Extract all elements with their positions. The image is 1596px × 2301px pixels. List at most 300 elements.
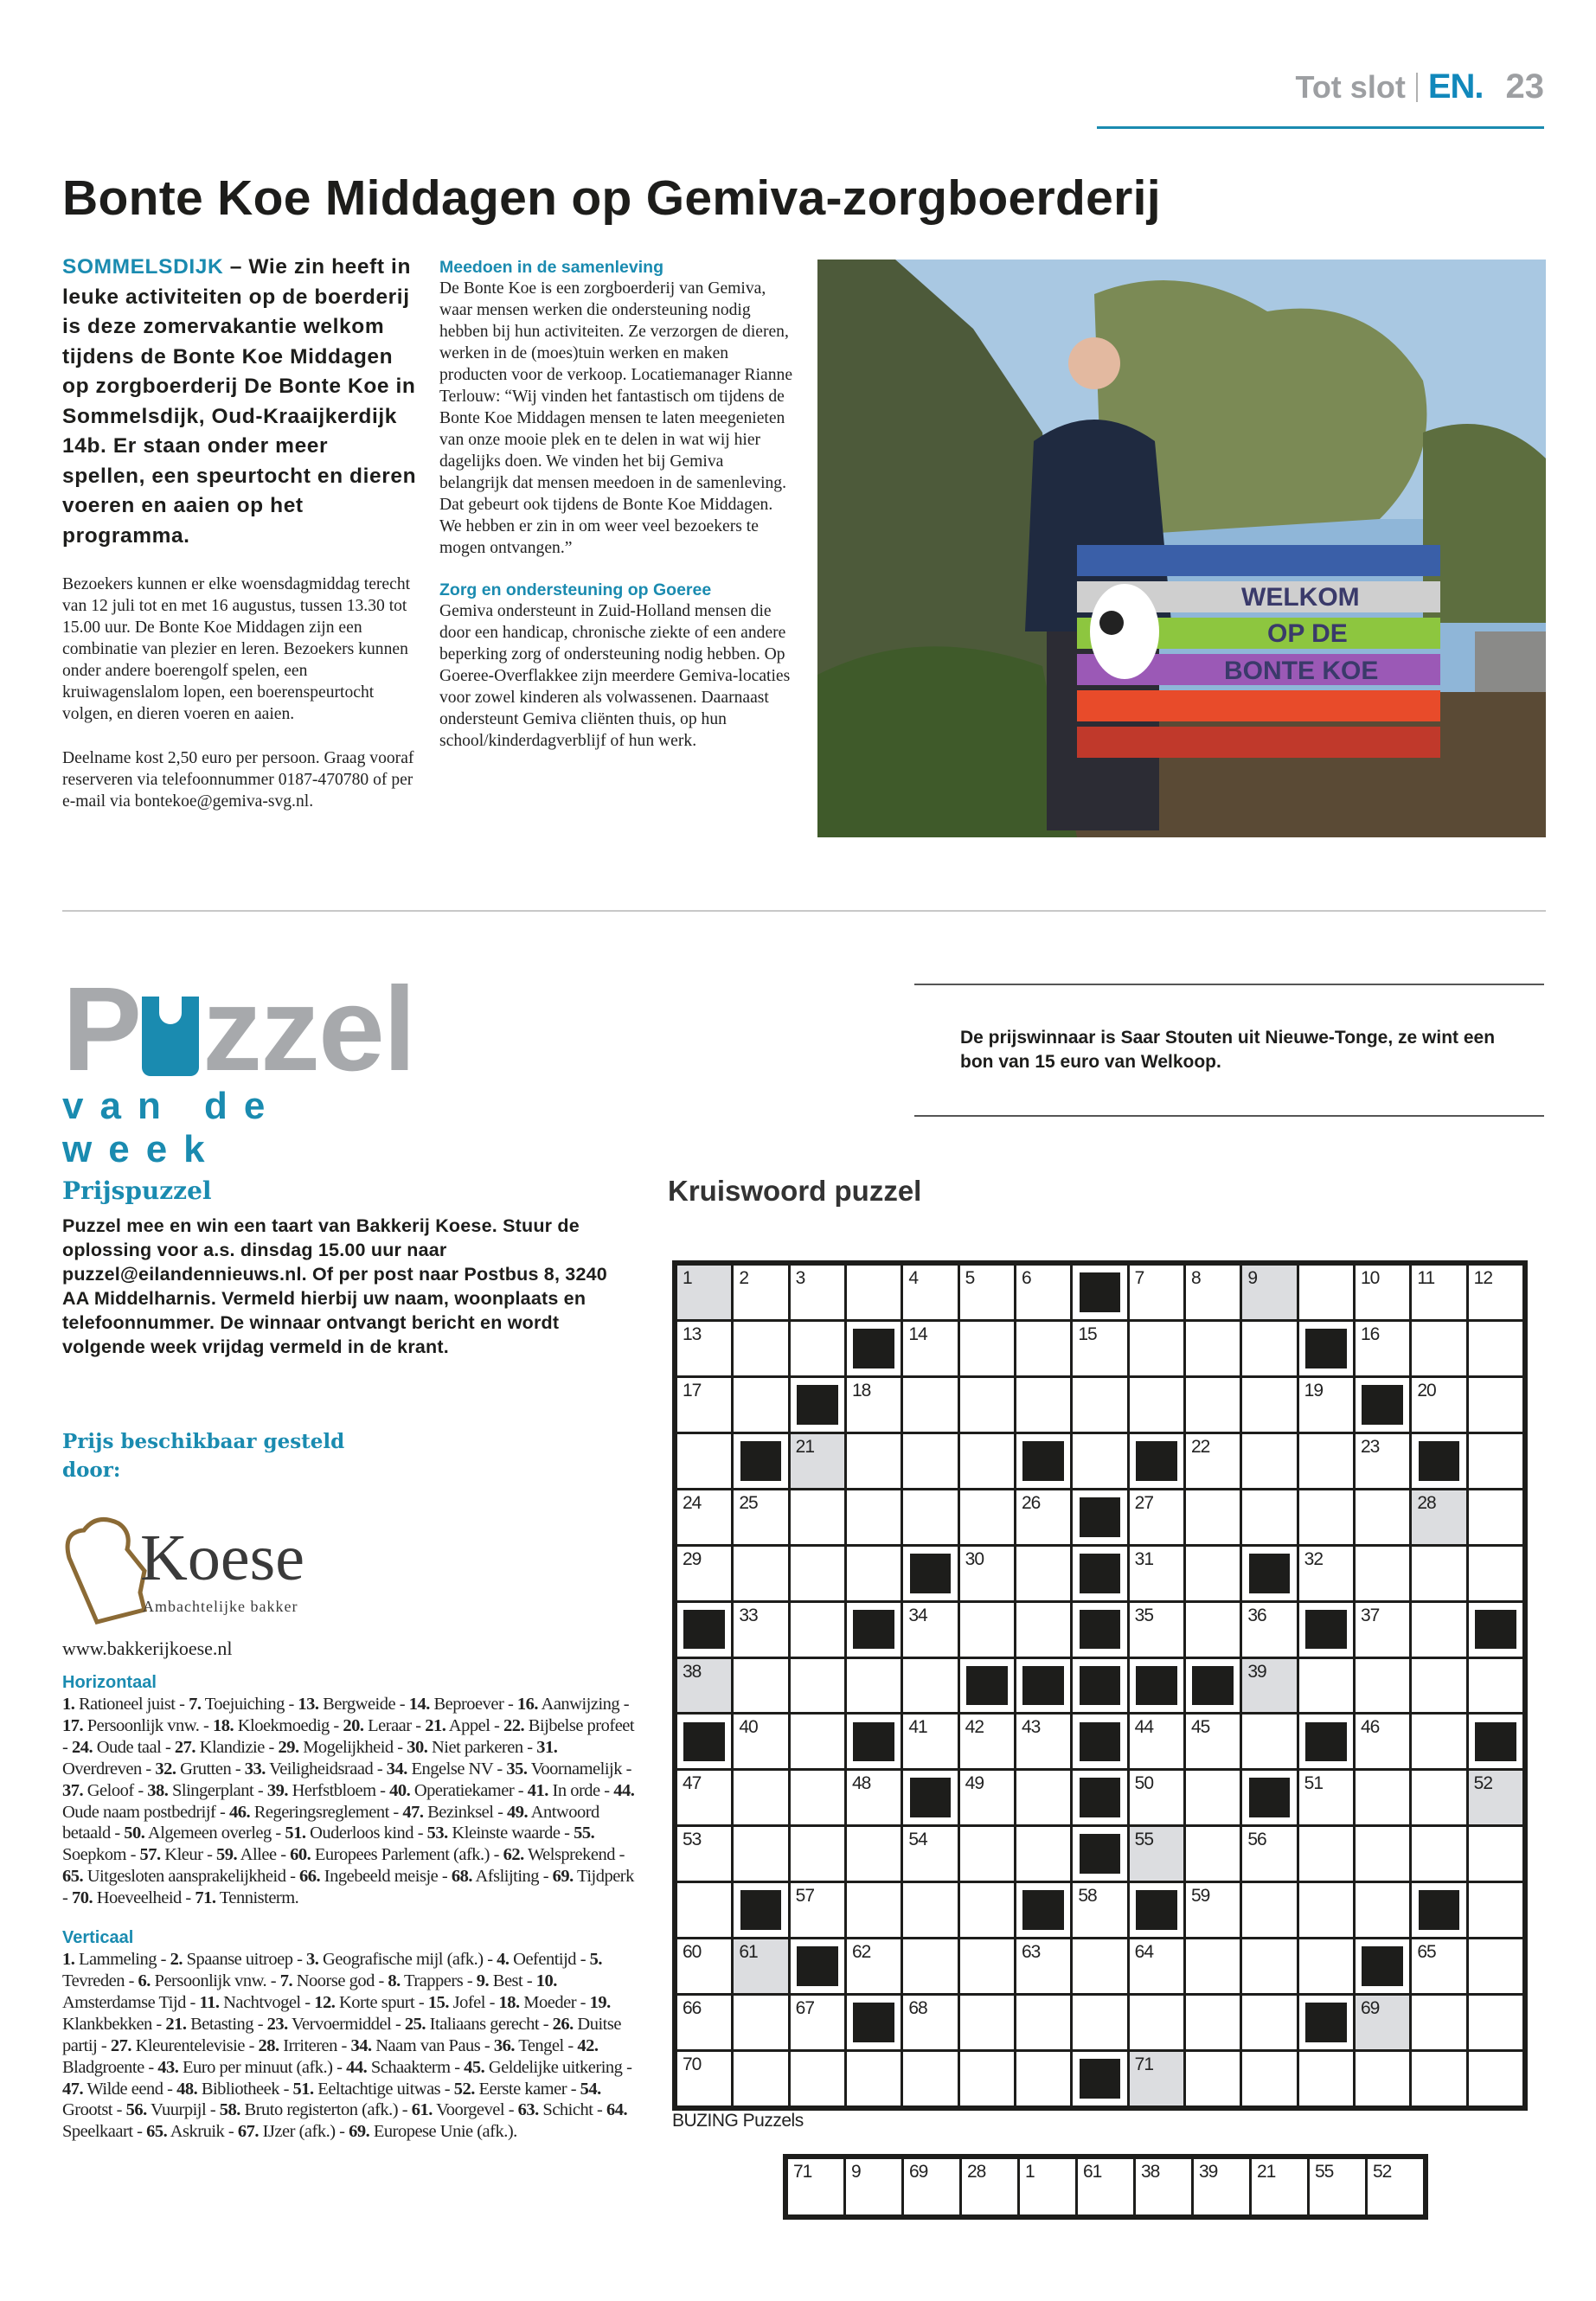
clue-number: 53. [426,1823,448,1843]
solution-cell[interactable] [962,2159,1017,2214]
grid-cell[interactable] [1356,1771,1409,1824]
grid-cell[interactable] [1412,1827,1465,1881]
grid-cell[interactable] [1242,1266,1296,1319]
grid-cell[interactable] [1469,1266,1522,1319]
grid-cell[interactable] [1130,1827,1183,1881]
sign-text: BONTE KOE [1224,657,1379,685]
grid-cell[interactable] [1356,1322,1409,1375]
clue-number: 25. [404,2014,426,2034]
cell-number: 4 [908,1268,919,1288]
grid-cell[interactable] [1073,1996,1126,2049]
clue-text: Euro per minuut (afk.) [178,2057,333,2077]
cell-number: 46 [1360,1717,1380,1738]
grid-cell[interactable] [960,1603,1014,1657]
clue-text: Bladgroente [62,2057,144,2077]
grid-cell[interactable] [1356,1715,1409,1768]
grid-cell[interactable] [1016,1322,1070,1375]
cell-number: 18 [851,1380,871,1400]
grid-cell[interactable] [1016,1715,1070,1768]
grid-cell[interactable] [847,2052,901,2106]
grid-cell[interactable] [903,1827,957,1881]
clue-number: 10. [535,1971,557,1990]
clue-number: 52. [453,2079,475,2099]
grid-cell[interactable] [677,1827,731,1881]
solution-row[interactable] [783,2154,1428,2220]
grid-cell[interactable] [903,1996,957,2049]
clue-number: 68. [451,1867,472,1887]
grid-cell[interactable] [960,1266,1014,1319]
solution-cell[interactable] [1136,2159,1191,2214]
grid-cell[interactable] [734,1827,787,1881]
grid-cell[interactable] [1356,1996,1409,2049]
grid-cell[interactable] [1299,2052,1353,2106]
grid-cell[interactable] [1186,2052,1240,2106]
black-cell [791,1378,844,1432]
article-paragraph: Gemiva ondersteunt in Zuid-Holland mensen die door een handicap, chronische ziekte of een andere beperking zorg of ondersteuning nodig hebben. Op Goeree-Overflakkee zijn meerdere Gemiva-locaties voor zowel kinderen als volwassenen. Daarnaast ondersteunt Gemiva cliënten thuis, op hun school/kinderdagverblijf of hun werk. [439,602,791,750]
grid-cell[interactable] [677,1996,731,2049]
grid-cell[interactable] [1356,1434,1409,1488]
grid-cell[interactable] [677,1490,731,1544]
grid-cell[interactable] [1186,1490,1240,1544]
grid-cell[interactable] [1469,1322,1522,1375]
grid-cell[interactable] [960,1771,1014,1824]
grid-cell[interactable] [1412,1266,1465,1319]
grid-cell[interactable] [791,1266,844,1319]
grid-cell[interactable] [1412,1939,1465,1993]
cell-number: 40 [739,1717,758,1738]
cell-number: 50 [1134,1773,1154,1794]
black-cell [847,1996,901,2049]
grid-cell[interactable] [1073,1939,1126,1993]
clue-text: Naam van Paus [371,2035,481,2055]
grid-cell[interactable] [1469,1771,1522,1824]
grid-cell[interactable] [1356,1827,1409,1881]
clue-number: 7. [189,1695,202,1714]
grid-cell[interactable] [1016,1771,1070,1824]
grid-cell[interactable] [677,1378,731,1432]
grid-cell[interactable] [677,1939,731,1993]
clue-number: 61. [411,2100,433,2120]
black-cell [1016,1659,1070,1713]
clue-number: 44. [346,2057,368,2077]
grid-cell[interactable] [734,1378,787,1432]
grid-cell[interactable] [1412,1378,1465,1432]
grid-cell[interactable] [1186,1434,1240,1488]
sponsor-url[interactable]: www.bakkerijkoese.nl [62,1638,233,1659]
grid-cell[interactable] [1356,1547,1409,1600]
grid-cell[interactable] [1186,1378,1240,1432]
grid-cell[interactable] [791,1827,844,1881]
clue-number: 24. [71,1737,93,1757]
grid-cell[interactable] [734,1715,787,1768]
clue-number: 31. [536,1737,558,1757]
clue-number: 17. [62,1715,84,1735]
clue-text: Persoonlijk vnw. [150,1971,267,1990]
grid-cell[interactable] [847,1827,901,1881]
clue-number: 7. [279,1971,293,1990]
cell-number: 70 [683,2054,702,2075]
cell-number: 29 [683,1548,702,1569]
clue-number: 28. [258,2035,279,2055]
article-paragraph: De Bonte Koe is een zorgboerderij van Gemiva, waar mensen werken die ondersteuning nodig hebben bij hun activiteiten. Ze verzorgen de dieren, werken in de (moes)tuin werken en maken producten voor de verkoop. Locatiemanager Rianne Terlouw: “Wij vinden het fantastisch om tijdens de Bonte Koe Middagen mensen te laten meegenieten van onze mooie plek en te delen in wat wij hier dagelijks doen. We vinden het bij Gemiva belangrijk dat mensen meedoen in de samenleving. Dat gebeurt ook tijdens de Bonte Koe Middagen. We hebben er zin in om weer veel bezoekers te mogen ontvangen.” [439,279,793,557]
grid-cell[interactable] [1356,1883,1409,1937]
grid-cell[interactable] [1469,1659,1522,1713]
grid-cell[interactable] [1186,1771,1240,1824]
black-cell [1299,1322,1353,1375]
clue-text: Tengel [514,2035,564,2055]
grid-cell[interactable] [1242,1603,1296,1657]
grid-cell[interactable] [847,1883,901,1937]
clue-text: Trappers [400,1971,464,1990]
solution-cell[interactable] [1194,2159,1249,2214]
grid-cell[interactable] [1242,1715,1296,1768]
grid-cell[interactable] [903,1659,957,1713]
grid-cell[interactable] [847,1771,901,1824]
grid-cell[interactable] [960,1827,1014,1881]
grid-cell[interactable] [1299,1547,1353,1600]
grid-cell[interactable] [1130,1939,1183,1993]
grid-cell[interactable] [903,2052,957,2106]
cell-number: 21 [1257,2162,1276,2182]
grid-cell[interactable] [734,1490,787,1544]
grid-cell[interactable] [1073,1883,1126,1937]
grid-cell[interactable] [1356,1603,1409,1657]
clue-text: Kloekmoedig [234,1715,330,1735]
horizontal-clues: 1. Rationeel juist - 7. Toejuiching - 13. Bergweide - 14. Beproever - 16. Aanwijzing - 17. Persoonlijk vnw. - 18. Kloekmoedig - 20. Leraar - 21. Appel - 22. Bijbelse profeet - 24. Oude taal - 27. Klandizie - 29. Mogelijkheid - 30. Niet parkeren - 31. Overdreven - 32. Grutten - 33. Veiligheidsraad - 34. Engelse NV - 35. Voornamelijk - 37. Geloof - 38. Slingerplant - 39. Herfstbloem - 40. Operatiekamer - 41. In orde - 44. Oude naam postbedrijf - 46. Regeringsreglement - 47. Bezinksel - 49. Antwoord betaald - 50. Algemeen overleg - 51. Ouderloos kind - 53. Kleinste waarde - 55. Soepkom - 57. Kleur - 59. Allee - 60. Europees Parlement (afk.) - 62. Welsprekend - 65. Uitgesloten aansprakelijkheid - 66. Ingebeeld meisje - 68. Afslijting - 69. Tijdperk - 70. Hoeveelheid - 71. Tennisterm. [62,1695,635,1908]
grid-cell[interactable] [1186,1547,1240,1600]
grid-cell[interactable] [1356,1490,1409,1544]
grid-cell[interactable] [1130,1547,1183,1600]
grid-cell[interactable] [903,1322,957,1375]
cell-number: 71 [1134,2054,1154,2075]
sponsor-name: Koese [140,1522,304,1594]
grid-cell[interactable] [960,1322,1014,1375]
clue-text: Beproever [429,1695,504,1714]
grid-cell[interactable] [1412,2052,1465,2106]
clue-number: 44. [613,1780,635,1800]
grid-cell[interactable] [1186,1603,1240,1657]
clue-text: Persoonlijk vnw. [83,1715,200,1735]
grid-cell[interactable] [847,1659,901,1713]
clue-number: 65. [146,2122,168,2142]
black-cell [1073,1603,1126,1657]
grid-cell[interactable] [677,1883,731,1937]
clue-text: Moeder [519,1992,577,2012]
sign-text: OP DE [1267,619,1348,648]
grid-cell[interactable] [903,1603,957,1657]
clue-number: 70. [71,1888,93,1908]
grid-cell[interactable] [847,1939,901,1993]
grid-cell[interactable] [1016,1490,1070,1544]
grid-cell[interactable] [960,1939,1014,1993]
clue-number: 13. [298,1695,319,1714]
grid-cell[interactable] [960,1378,1014,1432]
clue-text: Klankbekken [62,2014,152,2034]
grid-cell[interactable] [1299,1939,1353,1993]
clue-number: 11. [199,1992,220,2012]
clue-text: Lammeling [74,1950,157,1970]
grid-cell[interactable] [960,1490,1014,1544]
clue-number: 42. [577,2035,599,2055]
clue-number: 51. [292,2079,314,2099]
grid-cell[interactable] [791,1883,844,1937]
grid-cell[interactable] [960,1883,1014,1937]
grid-cell[interactable] [960,1996,1014,2049]
clue-number: 60. [290,1845,311,1865]
clue-number: 62. [503,1845,524,1865]
article-lead [62,253,417,551]
cell-number: 10 [1360,1268,1380,1288]
black-cell [1130,1659,1183,1713]
clue-text: Hoeveelheid [93,1888,182,1908]
grid-cell[interactable] [1299,1827,1353,1881]
grid-cell[interactable] [960,2052,1014,2106]
clue-text: IJzer (afk.) [258,2122,336,2142]
grid-cell[interactable] [1016,1547,1070,1600]
grid-cell[interactable] [1412,1771,1465,1824]
cell-number: 33 [739,1605,758,1625]
solution-cell[interactable] [1020,2159,1075,2214]
black-cell [1299,1996,1353,2049]
clue-number: 69. [349,2122,370,2142]
grid-cell[interactable] [1299,1659,1353,1713]
clue-text: Ingebeeld meisje [320,1867,439,1887]
grid-cell[interactable] [903,1883,957,1937]
cell-number: 7 [1134,1268,1144,1288]
clue-text: Bijbelse profeet [524,1715,635,1735]
solution-cell[interactable] [1078,2159,1133,2214]
grid-cell[interactable] [734,1547,787,1600]
grid-cell[interactable] [677,1266,731,1319]
clue-text: Korte spurt [335,1992,415,2012]
grid-cell[interactable] [1242,1827,1296,1881]
grid-cell[interactable] [1412,1659,1465,1713]
grid-cell[interactable] [1186,1266,1240,1319]
grid-cell[interactable] [1073,1434,1126,1488]
grid-cell[interactable] [1469,1434,1522,1488]
grid-cell[interactable] [791,1322,844,1375]
clue-text: Vuurpijl [146,2100,207,2120]
grid-cell[interactable] [1299,1490,1353,1544]
grid-cell[interactable] [903,1434,957,1488]
solution-cell[interactable] [788,2159,843,2214]
grid-cell[interactable] [1469,1378,1522,1432]
grid-cell[interactable] [791,1490,844,1544]
grid-cell[interactable] [1412,1322,1465,1375]
grid-cell[interactable] [1242,1883,1296,1937]
grid-cell[interactable] [903,1715,957,1768]
grid-cell[interactable] [1130,1490,1183,1544]
grid-cell[interactable] [1412,1603,1465,1657]
grid-cell[interactable] [677,2052,731,2106]
clue-text: Kleurentelevisie [131,2035,245,2055]
grid-cell[interactable] [960,1715,1014,1768]
grid-cell[interactable] [677,1322,731,1375]
grid-cell[interactable] [1299,1883,1353,1937]
grid-cell[interactable] [1073,1322,1126,1375]
grid-cell[interactable] [791,1434,844,1488]
cell-number: 41 [908,1717,927,1738]
grid-cell[interactable] [1469,1996,1522,2049]
grid-cell[interactable] [1130,1322,1183,1375]
black-cell [1356,1939,1409,1993]
grid-cell[interactable] [1356,2052,1409,2106]
solution-cell[interactable] [1310,2159,1365,2214]
article-paragraph: Bezoekers kunnen er elke woensdagmiddag terecht van 12 juli tot en met 16 augustus, tussen 13.30 tot 15.00 uur. De Bonte Koe Middagen zijn een combinatie van plezier en leren. Bezoekers kunnen onder andere boerengolf spelen, een kruiwagenslalom lopen, een boerenspeurtocht volgen, en dieren voeren en aaien. [62,575,411,723]
grid-cell[interactable] [791,1771,844,1824]
grid-cell[interactable] [791,1659,844,1713]
grid-cell[interactable] [1299,1771,1353,1824]
grid-cell[interactable] [1016,1266,1070,1319]
header-rule [1097,126,1544,129]
grid-cell[interactable] [734,1322,787,1375]
grid-cell[interactable] [734,1659,787,1713]
grid-cell[interactable] [1130,1266,1183,1319]
grid-cell[interactable] [847,1490,901,1544]
grid-cell[interactable] [1016,1827,1070,1881]
grid-cell[interactable] [1469,1827,1522,1881]
winner-rule-bottom [914,1115,1544,1117]
grid-cell[interactable] [1469,1939,1522,1993]
grid-cell[interactable] [1242,2052,1296,2106]
solution-cell[interactable] [1368,2159,1423,2214]
grid-cell[interactable] [903,1266,957,1319]
clue-text: Welsprekend [523,1845,615,1865]
grid-cell[interactable] [1242,1434,1296,1488]
grid-cell[interactable] [1186,1939,1240,1993]
grid-cell[interactable] [734,2052,787,2106]
clue-text: Best [489,1971,523,1990]
grid-cell[interactable] [791,2052,844,2106]
grid-cell[interactable] [1130,1603,1183,1657]
grid-cell[interactable] [1016,1996,1070,2049]
grid-cell[interactable] [677,1434,731,1488]
clue-text: Amsterdamse Tijd [62,1992,186,2012]
solution-cell[interactable] [1252,2159,1307,2214]
article-title: Bonte Koe Middagen op Gemiva-zorgboerderij [62,170,1161,226]
grid-cell[interactable] [1469,1490,1522,1544]
grid-cell[interactable] [960,1547,1014,1600]
grid-cell[interactable] [1130,1715,1183,1768]
black-cell [1299,1715,1353,1768]
crossword-grid[interactable] [672,1260,1528,2111]
grid-cell[interactable] [1242,1322,1296,1375]
grid-cell[interactable] [734,1266,787,1319]
grid-cell[interactable] [1242,1939,1296,1993]
clue-text: Bibliotheek [197,2079,279,2099]
grid-cell[interactable] [734,1996,787,2049]
clue-text: Europees Parlement (afk.) [311,1845,490,1865]
grid-cell[interactable] [677,1547,731,1600]
grid-cell[interactable] [1299,1266,1353,1319]
grid-cell[interactable] [1130,1771,1183,1824]
clue-number: 20. [343,1715,364,1735]
grid-cell[interactable] [1412,1490,1465,1544]
grid-cell[interactable] [1186,1883,1240,1937]
grid-cell[interactable] [847,1378,901,1432]
grid-cell[interactable] [1469,2052,1522,2106]
grid-cell[interactable] [791,1603,844,1657]
clue-text: Tevreden [62,1971,125,1990]
grid-cell[interactable] [1469,1547,1522,1600]
cell-number: 11 [1417,1268,1435,1288]
solution-cell[interactable] [846,2159,901,2214]
cell-number: 49 [965,1773,984,1794]
grid-cell[interactable] [903,1378,957,1432]
clue-number: 59. [216,1845,238,1865]
grid-cell[interactable] [847,1434,901,1488]
solution-cell[interactable] [904,2159,959,2214]
grid-cell[interactable] [791,1547,844,1600]
grid-cell[interactable] [1016,1939,1070,1993]
cell-number: 68 [908,1998,927,2019]
grid-cell[interactable] [791,1996,844,2049]
grid-cell[interactable] [1016,1603,1070,1657]
grid-cell[interactable] [903,1939,957,1993]
grid-cell[interactable] [1186,1996,1240,2049]
grid-cell[interactable] [847,1547,901,1600]
grid-cell[interactable] [1356,1659,1409,1713]
grid-cell[interactable] [1016,1378,1070,1432]
grid-cell[interactable] [1242,1378,1296,1432]
grid-cell[interactable] [1130,2052,1183,2106]
cell-number: 60 [683,1942,702,1963]
grid-cell[interactable] [1130,1378,1183,1432]
grid-cell[interactable] [1299,1378,1353,1432]
grid-cell[interactable] [734,1603,787,1657]
black-cell [903,1771,957,1824]
clue-number: 35. [506,1759,528,1779]
grid-cell[interactable] [1299,1434,1353,1488]
grid-cell[interactable] [1242,1490,1296,1544]
clue-number: 56. [125,2100,147,2120]
clue-text: Veiligheidsraad [265,1759,374,1779]
black-cell [847,1603,901,1657]
grid-cell[interactable] [1412,1547,1465,1600]
grid-cell[interactable] [1186,1322,1240,1375]
cell-number: 1 [683,1268,692,1288]
grid-cell[interactable] [1356,1266,1409,1319]
grid-cell[interactable] [1186,1715,1240,1768]
clue-number: 48. [176,2079,198,2099]
cell-number: 2 [739,1268,749,1288]
grid-cell[interactable] [677,1659,731,1713]
clue-number: 64. [606,2100,628,2120]
grid-cell[interactable] [1242,1659,1296,1713]
grid-cell[interactable] [847,1266,901,1319]
grid-cell[interactable] [1412,1715,1465,1768]
clue-text: Aanwijzing [538,1695,620,1714]
grid-cell[interactable] [791,1715,844,1768]
grid-cell[interactable] [1073,1378,1126,1432]
black-cell [677,1715,731,1768]
grid-cell[interactable] [677,1771,731,1824]
grid-cell[interactable] [1469,1883,1522,1937]
grid-cell[interactable] [1242,1996,1296,2049]
grid-cell[interactable] [1130,1996,1183,2049]
grid-cell[interactable] [960,1434,1014,1488]
grid-cell[interactable] [903,1490,957,1544]
grid-cell[interactable] [1016,2052,1070,2106]
black-cell [734,1883,787,1937]
grid-cell[interactable] [734,1771,787,1824]
clue-number: 38. [147,1780,169,1800]
clue-number: 14. [408,1695,430,1714]
grid-cell[interactable] [734,1939,787,1993]
grid-cell[interactable] [1412,1996,1465,2049]
grid-cell[interactable] [1186,1827,1240,1881]
clue-number: 39. [266,1780,288,1800]
